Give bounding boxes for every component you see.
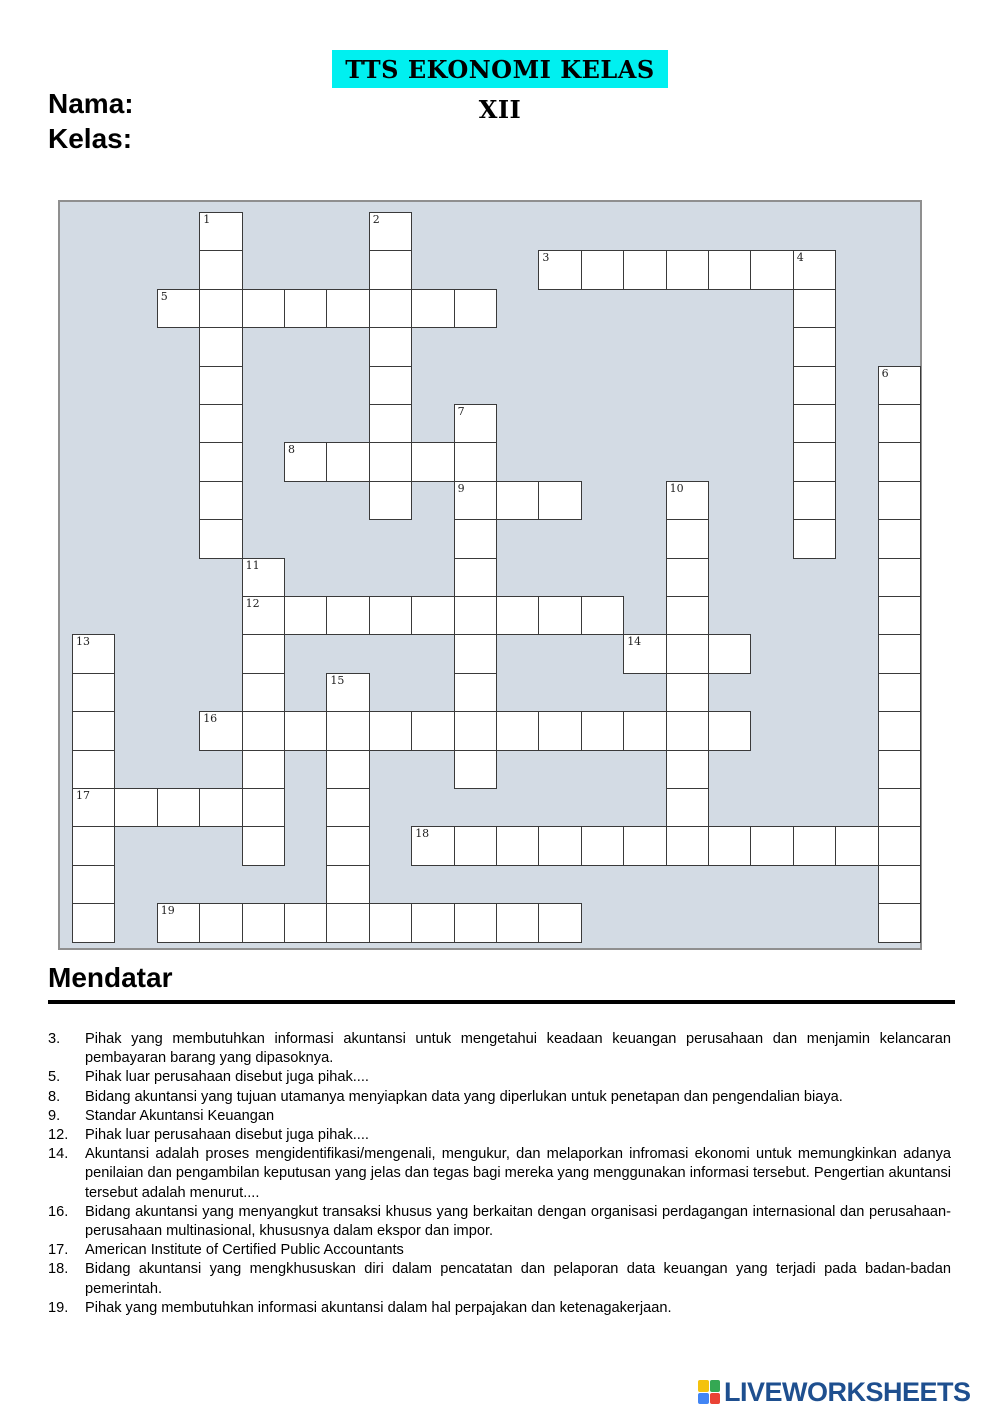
crossword-cell[interactable] <box>369 212 412 251</box>
crossword-cell[interactable] <box>242 711 285 750</box>
clue-number: 8 <box>288 443 295 457</box>
clue-item-number: 3. <box>48 1031 61 1047</box>
crossword-cell[interactable] <box>878 903 921 942</box>
crossword-cell[interactable] <box>623 250 666 289</box>
clue-number: 11 <box>245 558 260 572</box>
crossword-cell[interactable] <box>199 519 242 558</box>
crossword-cell[interactable] <box>623 826 666 865</box>
crossword-cell[interactable] <box>454 750 497 789</box>
clue-list <box>48 1030 951 1318</box>
clue-item <box>48 1068 951 1087</box>
crossword-cell[interactable] <box>666 788 709 827</box>
crossword-cell[interactable] <box>157 788 200 827</box>
crossword-cell[interactable] <box>411 826 454 865</box>
clue-number: 4 <box>796 251 804 265</box>
crossword-cell[interactable] <box>284 903 327 942</box>
crossword-cell[interactable] <box>199 212 242 251</box>
crossword-cell[interactable] <box>708 250 751 289</box>
crossword-cell[interactable] <box>878 442 921 481</box>
crossword-cell[interactable] <box>284 289 327 328</box>
crossword-cell[interactable] <box>199 481 242 520</box>
crossword-cell[interactable] <box>199 250 242 289</box>
clue-item <box>48 1241 951 1260</box>
crossword-cell[interactable] <box>411 289 454 328</box>
crossword-cell[interactable] <box>242 826 285 865</box>
clue-number: 17 <box>76 789 90 802</box>
crossword-cell[interactable] <box>454 711 497 750</box>
crossword-cell[interactable] <box>411 903 454 942</box>
crossword-cell[interactable] <box>199 711 242 750</box>
crossword-cell[interactable] <box>878 750 921 789</box>
clue-item <box>48 1088 951 1107</box>
crossword-cell[interactable] <box>538 903 581 942</box>
crossword-cell[interactable] <box>199 289 242 328</box>
crossword-cell[interactable] <box>326 750 369 789</box>
crossword-cell[interactable] <box>454 903 497 942</box>
crossword-cell[interactable] <box>411 711 454 750</box>
crossword-cell[interactable] <box>496 481 539 520</box>
crossword-cell[interactable] <box>666 673 709 712</box>
crossword-cell[interactable] <box>199 903 242 942</box>
clue-number: 10 <box>669 481 684 495</box>
crossword-cell[interactable] <box>666 481 709 520</box>
crossword-cell[interactable] <box>369 366 412 405</box>
crossword-cell[interactable] <box>411 442 454 481</box>
crossword-cell[interactable] <box>199 788 242 827</box>
section-title-mendatar: Mendatar <box>48 962 173 993</box>
clue-item-number: 14. <box>48 1146 69 1163</box>
crossword-cell[interactable] <box>326 442 369 481</box>
crossword-cell[interactable] <box>496 826 539 865</box>
crossword-cell[interactable] <box>369 404 412 443</box>
clue-number: 7 <box>457 405 465 418</box>
crossword-cell[interactable] <box>326 865 369 904</box>
crossword-cell[interactable] <box>199 404 242 443</box>
crossword-cell[interactable] <box>538 250 581 289</box>
crossword-cell[interactable] <box>72 634 115 673</box>
crossword-cell[interactable] <box>369 481 412 520</box>
crossword-cell[interactable] <box>284 711 327 750</box>
crossword-cell[interactable] <box>369 250 412 289</box>
clue-item-text: Pihak yang membutuhkan informasi akuntansi untuk mengetahui keadaan keuangan perusahaan dan menjamin kelancaran pembayaran barang yang dipasoknya. <box>85 1031 951 1067</box>
clue-item <box>48 1145 951 1203</box>
crossword-cell[interactable] <box>793 289 836 328</box>
crossword-cell[interactable] <box>454 481 497 520</box>
crossword-cell[interactable] <box>793 826 836 865</box>
crossword-cell[interactable] <box>666 596 709 635</box>
crossword-cell[interactable] <box>72 788 115 827</box>
crossword-cell[interactable] <box>878 404 921 443</box>
crossword-cell[interactable] <box>454 826 497 865</box>
crossword-cell[interactable] <box>878 481 921 520</box>
clue-item-number: 5. <box>48 1069 61 1086</box>
clue-item <box>48 1260 951 1298</box>
crossword-cell[interactable] <box>72 673 115 712</box>
crossword-cell[interactable] <box>750 826 793 865</box>
crossword-cell[interactable] <box>326 903 369 942</box>
crossword-cell[interactable] <box>666 826 709 865</box>
crossword-cell[interactable] <box>793 519 836 558</box>
clue-number: 5 <box>160 289 168 303</box>
clue-item-text: Akuntansi adalah proses mengidentifikasi/mengenali, mengukur, dan melaporkan infromasi ekonomi untuk memungkinkan adanya penilaian dan pengambilan keputusan yang jelas dan tegas bagi mereka yang menggunakan informasi tersebut. Pengertian akuntansi tersebut adalah menurut.... <box>85 1146 951 1201</box>
class-label: Kelas: <box>48 123 133 154</box>
crossword-cell[interactable] <box>878 519 921 558</box>
crossword-cell[interactable] <box>114 788 157 827</box>
clue-item-text: American Institute of Certified Public Accountants <box>85 1242 404 1259</box>
crossword-cell[interactable] <box>242 634 285 673</box>
crossword-cell[interactable] <box>72 711 115 750</box>
crossword-cell[interactable] <box>72 865 115 904</box>
logo-square <box>710 1380 721 1392</box>
crossword-cell[interactable] <box>326 788 369 827</box>
crossword-cell[interactable] <box>326 596 369 635</box>
crossword-cell[interactable] <box>708 826 751 865</box>
liveworksheets-logo <box>698 1377 971 1407</box>
clue-item-number: 9. <box>48 1107 61 1124</box>
crossword-cell[interactable] <box>454 634 497 673</box>
crossword-cell[interactable] <box>581 596 624 635</box>
crossword-cell[interactable] <box>72 826 115 865</box>
clue-item-number: 19. <box>48 1299 69 1316</box>
clue-item-number: 17. <box>48 1242 69 1259</box>
crossword-cell[interactable] <box>369 442 412 481</box>
clue-number: 19 <box>160 904 175 918</box>
clue-item-text: Pihak luar perusahaan disebut juga pihak.... <box>85 1069 369 1086</box>
crossword-cell[interactable] <box>454 596 497 635</box>
clue-item-text: Bidang akuntansi yang menyangkut transaksi khusus yang berkaitan dengan organisasi perdagangan internasional dan perusahaan-perusahaan multinasional, khususnya dalam ekspor dan impor. <box>85 1203 951 1240</box>
clue-item-text: Pihak yang membutuhkan informasi akuntansi dalam hal perpajakan dan ketenagakerjaan. <box>85 1299 672 1316</box>
crossword-cell[interactable] <box>666 250 709 289</box>
crossword-cell[interactable] <box>72 750 115 789</box>
clue-number: 2 <box>372 213 380 226</box>
clue-item-text: Bidang akuntansi yang tujuan utamanya menyiapkan data yang diperlukan untuk penetapan dan pengendalian biaya. <box>85 1088 843 1105</box>
crossword-cell[interactable] <box>878 826 921 865</box>
crossword-cell[interactable] <box>326 289 369 328</box>
crossword-cell[interactable] <box>708 711 751 750</box>
clue-item <box>48 1107 951 1126</box>
logo-mark-icon <box>698 1380 720 1404</box>
crossword-cell[interactable] <box>666 750 709 789</box>
crossword-cell[interactable] <box>666 711 709 750</box>
crossword-cell[interactable] <box>496 903 539 942</box>
crossword-cell[interactable] <box>454 558 497 597</box>
logo-square <box>698 1393 709 1405</box>
clue-number: 1 <box>203 213 211 226</box>
clue-item <box>48 1126 951 1145</box>
crossword-cell[interactable] <box>199 327 242 366</box>
crossword-cell[interactable] <box>878 711 921 750</box>
crossword-cell[interactable] <box>326 711 369 750</box>
crossword-cell[interactable] <box>454 673 497 712</box>
crossword-cell[interactable] <box>242 673 285 712</box>
crossword-cell[interactable] <box>369 711 412 750</box>
clue-item <box>48 1030 951 1068</box>
crossword-cell[interactable] <box>454 289 497 328</box>
clue-item-text: Bidang akuntansi yang mengkhususkan diri dalam pencatatan dan pelaporan data keuangan yang terjadi pada badan-badan pemerintah. <box>85 1261 951 1297</box>
crossword-cell[interactable] <box>369 289 412 328</box>
crossword-cell[interactable] <box>454 404 497 443</box>
crossword-cell[interactable] <box>878 865 921 904</box>
logo-square <box>698 1380 709 1392</box>
crossword-grid <box>58 200 922 950</box>
crossword-cell[interactable] <box>581 711 624 750</box>
crossword-cell[interactable] <box>242 903 285 942</box>
crossword-cell[interactable] <box>666 558 709 597</box>
crossword-cell[interactable] <box>454 519 497 558</box>
crossword-cell[interactable] <box>242 558 285 597</box>
clue-item-number: 8. <box>48 1088 61 1105</box>
crossword-cell[interactable] <box>793 404 836 443</box>
crossword-cell[interactable] <box>199 442 242 481</box>
crossword-cell[interactable] <box>793 366 836 405</box>
worksheet-title: TTS EKONOMI KELAS XII <box>332 50 668 88</box>
crossword-cell[interactable] <box>878 596 921 635</box>
clue-number: 18 <box>415 827 430 841</box>
crossword-cell[interactable] <box>793 442 836 481</box>
clue-number: 6 <box>881 366 889 380</box>
crossword-cell[interactable] <box>878 558 921 597</box>
crossword-cell[interactable] <box>878 366 921 405</box>
crossword-cell[interactable] <box>538 826 581 865</box>
clue-item-text: Standar Akuntansi Keuangan <box>85 1107 275 1124</box>
crossword-cell[interactable] <box>242 596 285 635</box>
crossword-cell[interactable] <box>581 250 624 289</box>
crossword-cell[interactable] <box>538 596 581 635</box>
clue-number: 3 <box>542 251 550 265</box>
crossword-cell[interactable] <box>284 596 327 635</box>
crossword-cell[interactable] <box>454 442 497 481</box>
crossword-cell[interactable] <box>793 327 836 366</box>
crossword-cell[interactable] <box>369 596 412 635</box>
logo-square <box>710 1393 721 1405</box>
crossword-cell[interactable] <box>708 634 751 673</box>
crossword-cell[interactable] <box>793 481 836 520</box>
crossword-cell[interactable] <box>369 327 412 366</box>
crossword-cell[interactable] <box>157 903 200 942</box>
crossword-cell[interactable] <box>878 788 921 827</box>
crossword-cell[interactable] <box>835 826 878 865</box>
section-divider <box>48 1000 955 1004</box>
clue-number: 15 <box>330 673 345 687</box>
crossword-cell[interactable] <box>242 750 285 789</box>
crossword-cell[interactable] <box>369 903 412 942</box>
clue-number: 12 <box>245 597 260 610</box>
clue-item-number: 16. <box>48 1203 69 1220</box>
clue-item-number: 18. <box>48 1261 69 1278</box>
crossword-cell[interactable] <box>623 711 666 750</box>
crossword-cell[interactable] <box>284 442 327 481</box>
crossword-cell[interactable] <box>157 289 200 328</box>
crossword-cell[interactable] <box>496 711 539 750</box>
crossword-cell[interactable] <box>496 596 539 635</box>
logo-text: LIVEWORKSHEETS <box>724 1376 971 1407</box>
crossword-cell[interactable] <box>666 634 709 673</box>
clue-item-number: 12. <box>48 1127 69 1144</box>
crossword-cell[interactable] <box>666 519 709 558</box>
crossword-cell[interactable] <box>878 634 921 673</box>
crossword-cell[interactable] <box>242 289 285 328</box>
clue-item <box>48 1299 951 1318</box>
crossword-cell[interactable] <box>72 903 115 942</box>
clue-number: 13 <box>76 635 90 649</box>
crossword-cell[interactable] <box>793 250 836 289</box>
crossword-cell[interactable] <box>326 673 369 712</box>
crossword-cell[interactable] <box>581 826 624 865</box>
crossword-cell[interactable] <box>878 673 921 712</box>
crossword-cell[interactable] <box>538 481 581 520</box>
crossword-cell[interactable] <box>750 250 793 289</box>
name-label: Nama: <box>48 88 134 119</box>
crossword-cell[interactable] <box>326 826 369 865</box>
crossword-cell[interactable] <box>199 366 242 405</box>
clue-item <box>48 1203 951 1241</box>
crossword-cell[interactable] <box>538 711 581 750</box>
crossword-cell[interactable] <box>242 788 285 827</box>
clue-number: 14 <box>627 635 642 649</box>
clue-item-text: Pihak luar perusahaan disebut juga pihak.... <box>85 1127 369 1144</box>
crossword-cell[interactable] <box>411 596 454 635</box>
clue-number: 16 <box>203 712 218 726</box>
crossword-cell[interactable] <box>623 634 666 673</box>
clue-number: 9 <box>457 481 465 495</box>
